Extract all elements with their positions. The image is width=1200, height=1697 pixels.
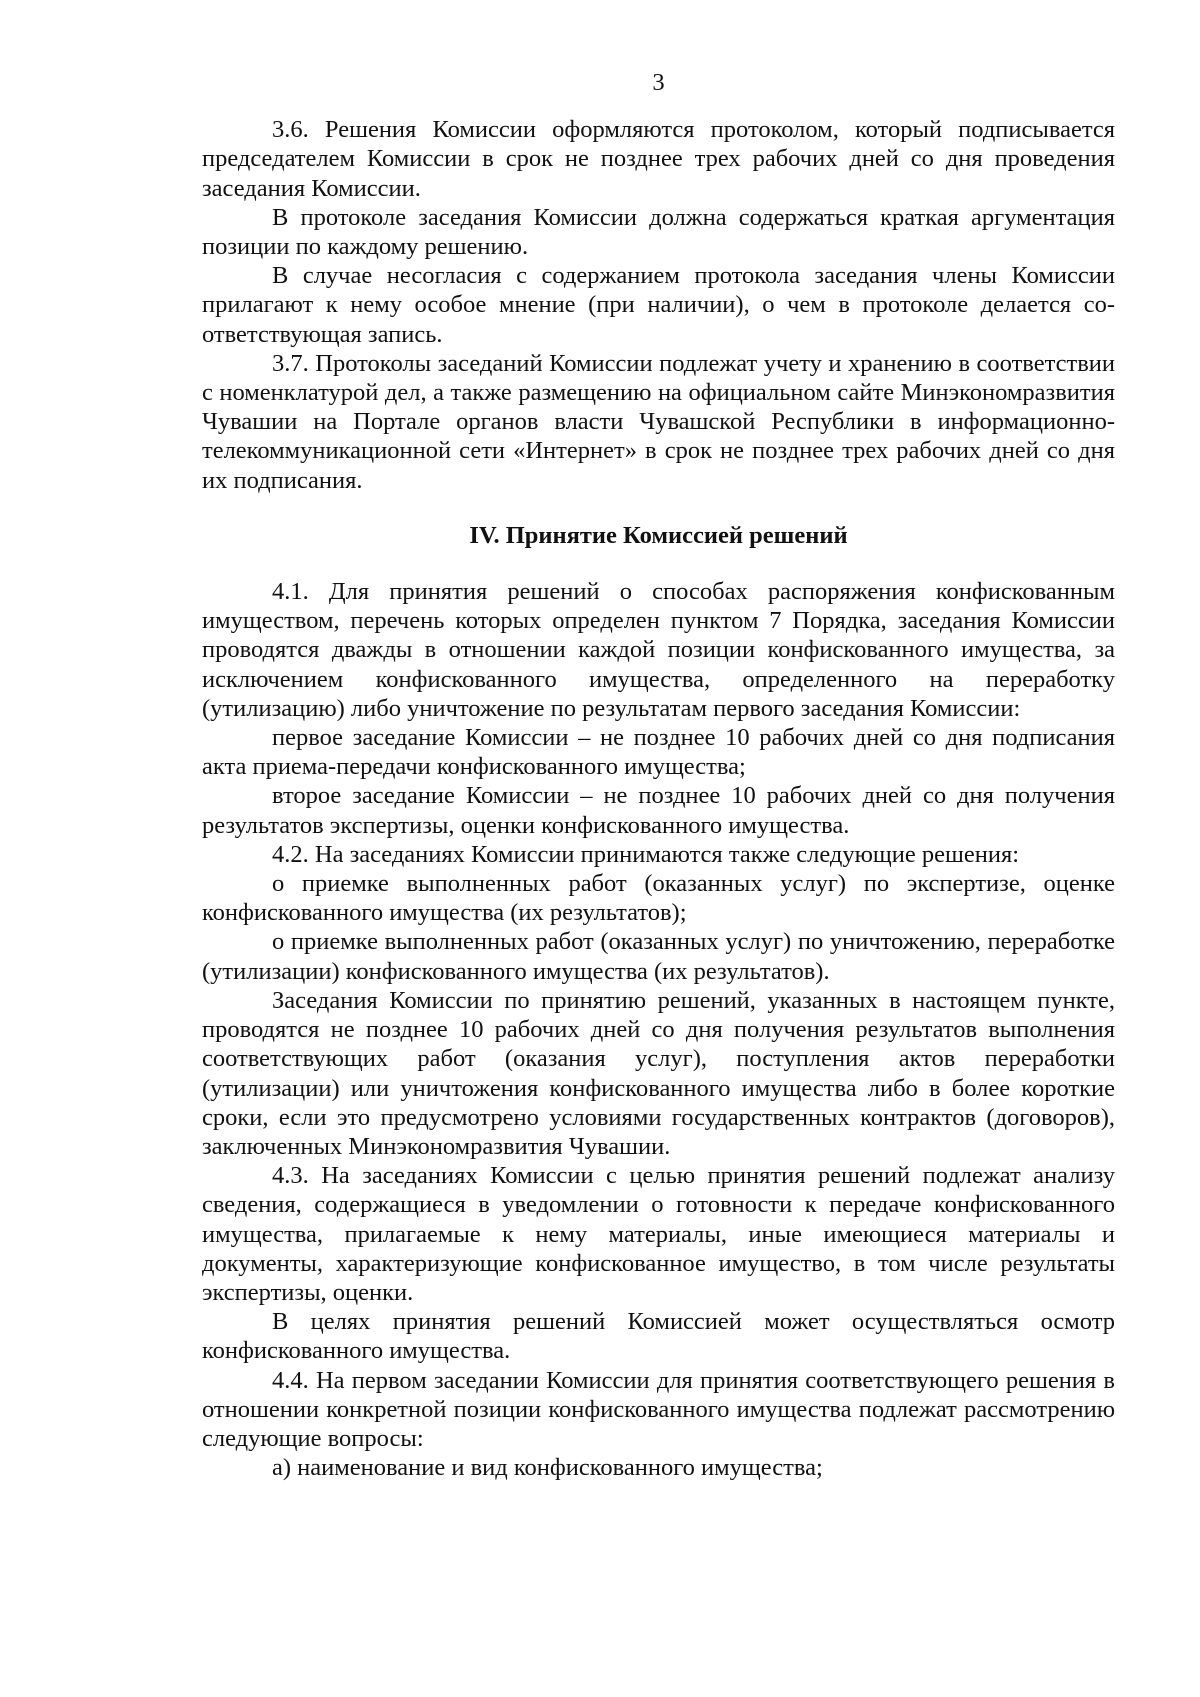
paragraph-second-meeting: второе заседание Комиссии – не позднее 10 рабочих дней со дня получения результатов экспертизы, оценки конфискованного имущества. bbox=[202, 782, 1115, 839]
paragraph-4-3: 4.3. На заседаниях Комиссии с целью принятия решений подлежат анализу сведения, содержащиеся в уведомлении о готовности к передаче конфискованного имущества, прилагаемые к нему материалы, иные имеющиеся материалы и документы, характеризующие конфискованное имущество, в том числе результаты экспертизы, оценки. bbox=[202, 1162, 1115, 1306]
page-number: 3 bbox=[652, 69, 665, 96]
paragraph-acceptance-destruction: о приемке выполненных работ (оказанных услуг) по уничтожению, переработке (утилизации) конфискованного имущества (их результатов). bbox=[202, 928, 1115, 985]
paragraph-protocol-argumentation: В протоколе заседания Комиссии должна содержаться краткая аргументация позиции по каждому решению. bbox=[202, 203, 1115, 261]
paragraph-first-meeting: первое заседание Комиссии – не позднее 10 рабочих дней со дня подписания акта приема-передачи конфискованного имущества; bbox=[202, 724, 1115, 781]
paragraph-3-7: 3.7. Протоколы заседаний Комиссии подлежат учету и хранению в соответствии с номенклатурой дел, а также размещению на официальном сайте Минэкономразвития Чувашии на Портале органов власти Чувашской Республики в информационно-телекоммуникационной сети «Интернет» в срок не позднее трех рабочих дней со дня их подписания. bbox=[202, 349, 1115, 494]
paragraph-item-a: а) наименование и вид конфискованного имущества; bbox=[272, 1454, 823, 1482]
paragraph-meetings-timing: Заседания Комиссии по принятию решений, указанных в настоящем пункте, проводятся не позднее 10 рабочих дней со дня получения результатов выполнения соответствующих работ (оказания услуг), поступления актов переработки (утилизации) или уничтожения конфискованного имущества либо в более короткие сроки, если это предусмотрено условиями государственных контрактов (договоров), заключенных Минэкономразвития Чувашии. bbox=[202, 986, 1115, 1160]
paragraph-3-6: 3.6. Решения Комиссии оформляются протоколом, который подписывается председателем Комиссии в срок не позднее трех рабочих дней со дня проведения заседания Комиссии. bbox=[202, 116, 1115, 202]
paragraph-4-1: 4.1. Для принятия решений о способах распоряжения конфискованным имуществом, перечень которых определен пунктом 7 Порядка, заседания Комиссии проводятся дважды в отношении каждой позиции конфискованного имущества, за исключением конфискованного имущества, определенного на переработку (утилизацию) либо уничтожение по результатам первого заседания Комиссии: bbox=[202, 578, 1115, 722]
paragraph-acceptance-expertise: о приемке выполненных работ (оказанных услуг) по экспертизе, оценке конфискованного имущества (их результатов); bbox=[202, 870, 1115, 927]
paragraph-4-2: 4.2. На заседаниях Комиссии принимаются также следующие решения: bbox=[272, 840, 1020, 868]
paragraph-dissent-opinion: В случае несогласия с содержанием протокола заседания члены Комиссии прилагают к нему особое мнение (при наличии), о чем в протоколе делается соответствующая запись. bbox=[202, 262, 1115, 348]
paragraph-inspection: В целях принятия решений Комиссией может осуществляться осмотр конфискованного имущества. bbox=[202, 1308, 1115, 1365]
section-heading: IV. Принятие Комиссией решений bbox=[469, 521, 848, 549]
paragraph-4-4: 4.4. На первом заседании Комиссии для принятия соответствующего решения в отношении конкретной позиции конфискованного имущества подлежат рассмотрению следующие вопросы: bbox=[202, 1366, 1115, 1452]
document-page bbox=[202, 68, 1115, 1482]
